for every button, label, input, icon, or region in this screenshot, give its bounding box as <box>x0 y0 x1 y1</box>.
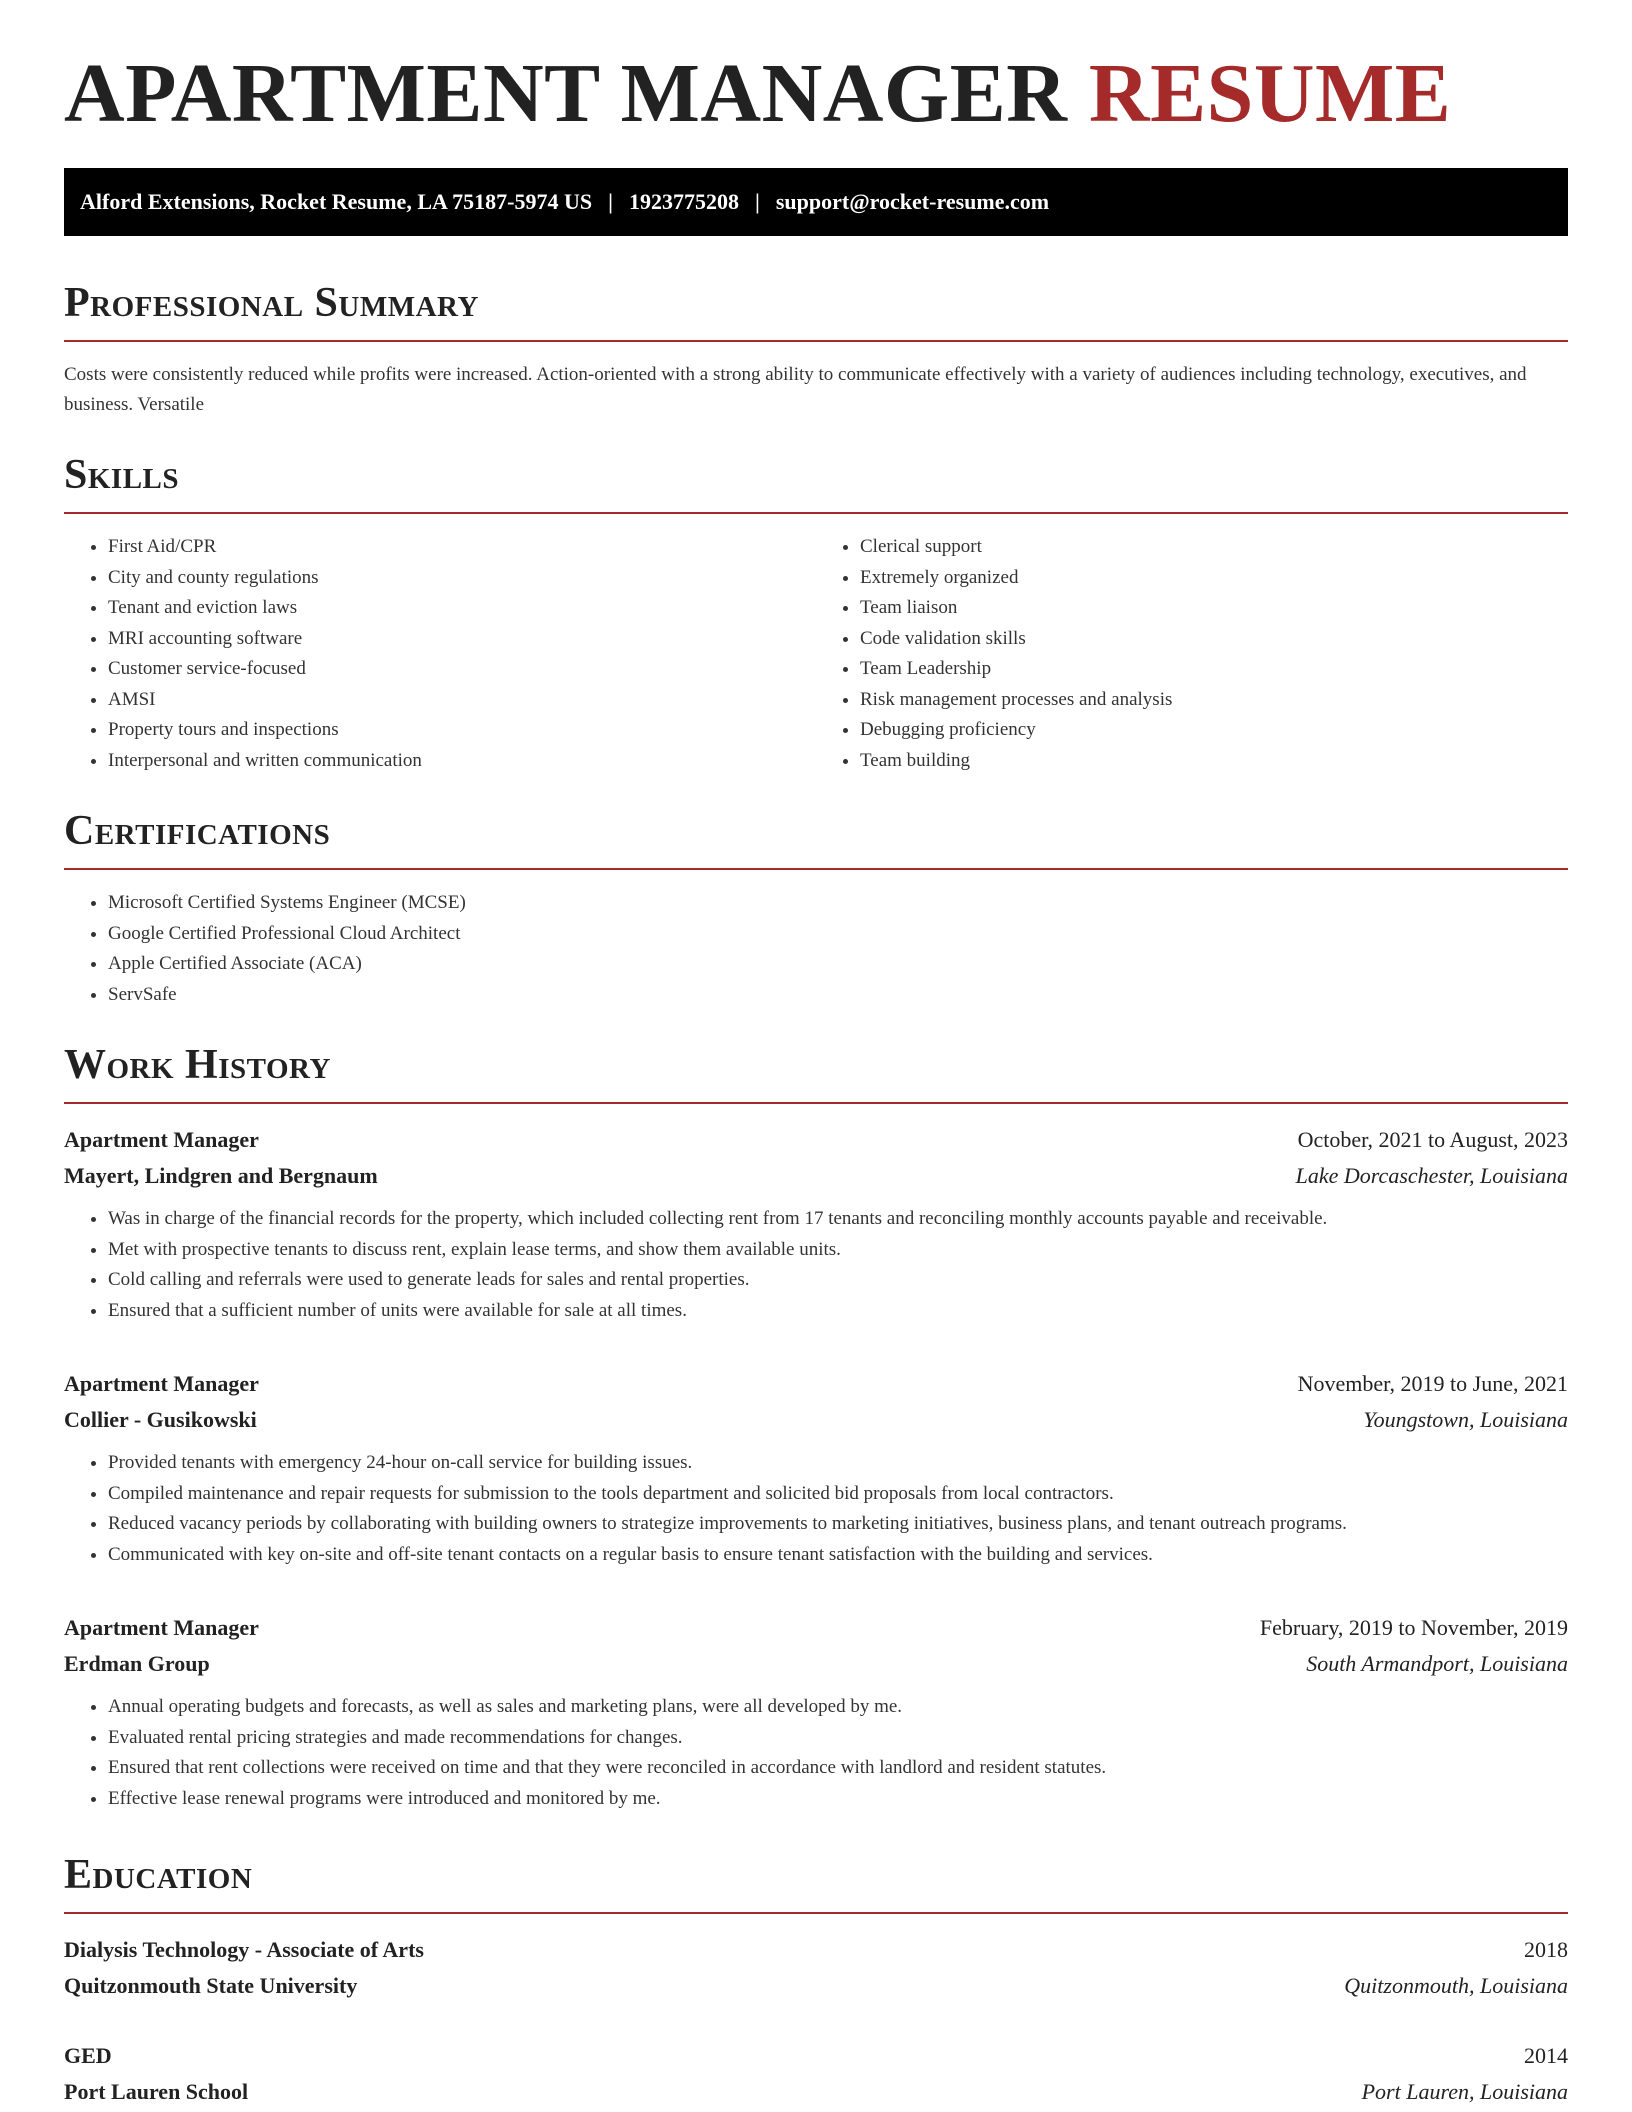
skill-item: • AMSI <box>108 685 816 716</box>
job-bullet: • Ensured that a sufficient number of units were available for sale at all times. <box>108 1296 1568 1327</box>
job-bullet: • Ensured that rent collections were received on time and that they were reconciled in accordance with landlord and resident statutes. <box>108 1753 1568 1784</box>
skill-item: • Clerical support <box>860 532 1568 563</box>
skill-item: • City and county regulations <box>108 563 816 594</box>
job-bullets <box>64 1204 1568 1326</box>
job-header <box>64 1610 1568 1646</box>
education-entry <box>64 2038 1568 2110</box>
skill-item: • Customer service-focused <box>108 654 816 685</box>
job-dates: February, 2019 to November, 2019 <box>1259 1615 1568 1640</box>
job-bullet: • Effective lease renewal programs were introduced and monitored by me. <box>108 1784 1568 1815</box>
job-title: Apartment Manager <box>64 1127 259 1152</box>
contact-email[interactable]: support@rocket-resume.com <box>775 189 1050 214</box>
work-history-section <box>64 1044 1568 1814</box>
skill-item: • Team liaison <box>860 593 1568 624</box>
skill-item: • Tenant and eviction laws <box>108 593 816 624</box>
contact-separator: | <box>754 189 760 214</box>
job-bullet: • Provided tenants with emergency 24-hour on-call service for building issues. <box>108 1448 1568 1479</box>
job-location: Lake Dorcaschester, Louisiana <box>1295 1163 1568 1188</box>
education-year: 2014 <box>1524 2043 1568 2068</box>
education-degree: Dialysis Technology - Associate of Arts <box>64 1937 424 1962</box>
resume-page <box>64 0 1568 2110</box>
skill-item: • Property tours and inspections <box>108 715 816 746</box>
contact-phone[interactable]: 1923775208 <box>628 189 739 214</box>
skill-item: • Team building <box>860 746 1568 777</box>
title-accent: RESUME <box>1088 47 1452 140</box>
work-history-heading: Work History <box>64 1042 331 1088</box>
job-company: Mayert, Lindgren and Bergnaum <box>64 1163 378 1188</box>
education-degree: GED <box>64 2043 112 2068</box>
skill-item: • First Aid/CPR <box>108 532 816 563</box>
job-bullets <box>64 1692 1568 1814</box>
job-title: Apartment Manager <box>64 1615 259 1640</box>
contact-address: Alford Extensions, Rocket Resume, LA 75187-5974 US <box>80 189 593 214</box>
education-heading: Education <box>64 1852 253 1898</box>
section-divider <box>64 868 1568 870</box>
skill-item: • Code validation skills <box>860 624 1568 655</box>
certifications-section <box>64 810 1568 1010</box>
job-title: Apartment Manager <box>64 1371 259 1396</box>
education-header <box>64 2038 1568 2074</box>
job-entry <box>64 1366 1568 1570</box>
summary-section <box>64 282 1568 420</box>
job-dates: October, 2021 to August, 2023 <box>1297 1127 1568 1152</box>
job-bullet: • Cold calling and referrals were used to generate leads for sales and rental properties. <box>108 1265 1568 1296</box>
job-location: South Armandport, Louisiana <box>1306 1651 1568 1676</box>
job-company: Erdman Group <box>64 1651 210 1676</box>
skill-item: • Debugging proficiency <box>860 715 1568 746</box>
certification-item: • Microsoft Certified Systems Engineer (MCSE) <box>108 888 1568 919</box>
skill-item: • Extremely organized <box>860 563 1568 594</box>
title-main: APARTMENT MANAGER <box>64 47 1068 140</box>
job-bullet: • Annual operating budgets and forecasts, as well as sales and marketing plans, were all developed by me. <box>108 1692 1568 1723</box>
job-location: Youngstown, Louisiana <box>1363 1407 1568 1432</box>
job-company: Collier - Gusikowski <box>64 1407 257 1432</box>
education-subheader <box>64 1968 1568 2004</box>
job-header <box>64 1122 1568 1158</box>
job-dates: November, 2019 to June, 2021 <box>1297 1371 1568 1396</box>
contact-separator: | <box>608 189 613 214</box>
education-entry <box>64 1932 1568 2004</box>
job-bullet: • Evaluated rental pricing strategies and made recommendations for changes. <box>108 1723 1568 1754</box>
education-year: 2018 <box>1524 1937 1568 1962</box>
certification-item: • Google Certified Professional Cloud Architect <box>108 919 1568 950</box>
education-location: Quitzonmouth, Louisiana <box>1344 1973 1568 1998</box>
contact-bar <box>64 168 1568 236</box>
job-subheader <box>64 1646 1568 1682</box>
job-subheader <box>64 1402 1568 1438</box>
resume-title <box>64 47 1568 140</box>
job-bullet: • Communicated with key on-site and off-site tenant contacts on a regular basis to ensure tenant satisfaction with the building and services. <box>108 1540 1568 1571</box>
job-entry <box>64 1610 1568 1814</box>
job-bullets <box>64 1448 1568 1570</box>
education-school: Quitzonmouth State University <box>64 1973 358 1998</box>
job-bullet: • Compiled maintenance and repair requests for submission to the tools department and solicited bid proposals from local contractors. <box>108 1479 1568 1510</box>
certification-item: • Apple Certified Associate (ACA) <box>108 949 1568 980</box>
job-bullet: • Met with prospective tenants to discuss rent, explain lease terms, and show them available units. <box>108 1235 1568 1266</box>
skills-list-right <box>816 532 1568 776</box>
section-divider <box>64 512 1568 514</box>
job-subheader <box>64 1158 1568 1194</box>
certifications-heading: Certifications <box>64 808 331 854</box>
job-entry <box>64 1122 1568 1326</box>
education-school: Port Lauren School <box>64 2079 249 2104</box>
skills-list-left <box>64 532 816 776</box>
certifications-list <box>64 888 1568 1010</box>
skill-item: • Risk management processes and analysis <box>860 685 1568 716</box>
skill-item: • Team Leadership <box>860 654 1568 685</box>
education-section <box>64 1854 1568 2110</box>
section-divider <box>64 340 1568 342</box>
summary-text: Costs were consistently reduced while profits were increased. Action-oriented with a strong ability to communicate effectively with a variety of audiences including technology, executives, and business. Versatile <box>64 364 1527 415</box>
job-bullet: • Reduced vacancy periods by collaborating with building owners to strategize improvements to marketing initiatives, business plans, and tenant outreach programs. <box>108 1509 1568 1540</box>
skill-item: • MRI accounting software <box>108 624 816 655</box>
education-subheader <box>64 2074 1568 2110</box>
job-header <box>64 1366 1568 1402</box>
skill-item: • Interpersonal and written communication <box>108 746 816 777</box>
skills-columns <box>64 532 1568 776</box>
summary-heading: Professional Summary <box>64 280 479 326</box>
certification-item: • ServSafe <box>108 980 1568 1011</box>
education-location: Port Lauren, Louisiana <box>1361 2079 1568 2104</box>
section-divider <box>64 1102 1568 1104</box>
skills-heading: Skills <box>64 452 180 498</box>
section-divider <box>64 1912 1568 1914</box>
skills-section <box>64 454 1568 776</box>
education-header <box>64 1932 1568 1968</box>
job-bullet: • Was in charge of the financial records for the property, which included collecting rent from 17 tenants and reconciling monthly accounts payable and receivable. <box>108 1204 1568 1235</box>
